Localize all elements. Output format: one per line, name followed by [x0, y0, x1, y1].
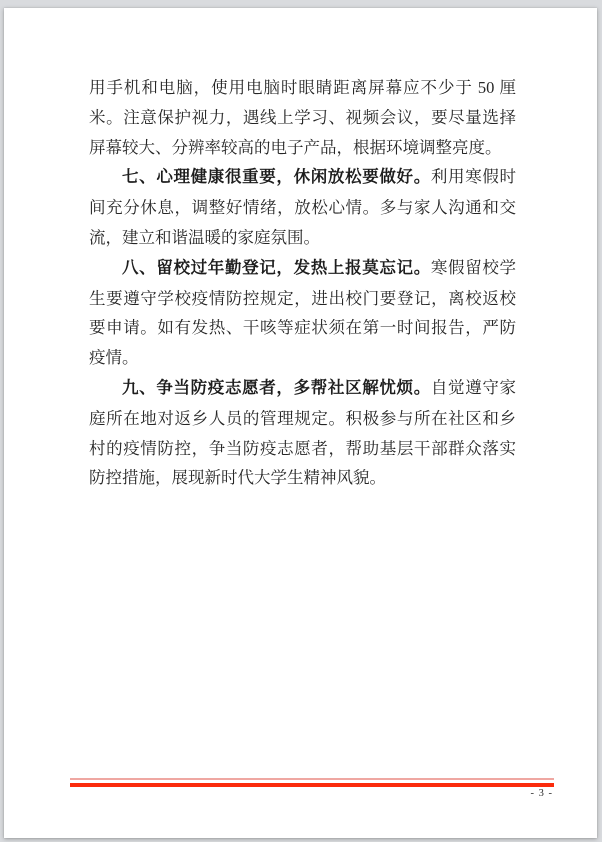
paragraph-continuation [89, 73, 516, 162]
paragraph-item-9 [89, 373, 516, 493]
page-number: - 3 - [530, 788, 553, 799]
paragraph-text: 自觉遵守家庭所在地对返乡人员的管理规定。积极参与所在社区和乡村的疫情防控，争当防疫志愿者，帮助基层干部群众落实防控措施，展现新时代大学生精神风貌。 [89, 377, 517, 488]
paragraph-lead-bold: 七、心理健康很重要，休闲放松要做好。 [122, 168, 431, 187]
footer-rule-thick [70, 783, 554, 787]
footer-rule-thin [70, 778, 554, 780]
paragraph-text: 利用寒假时间充分休息，调整好情绪，放松心情。多与家人沟通和交流，建立和谐温暖的家庭氛围。 [89, 167, 517, 247]
paragraph-lead-bold: 九、争当防疫志愿者，多帮社区解忧烦。 [122, 378, 431, 397]
paragraph-text: 用手机和电脑，使用电脑时眼睛距离屏幕应不少于 50 厘米。注意保护视力，遇线上学习、视频会议，要尽量选择屏幕较大、分辨率较高的电子产品，根据环境调整亮度。 [89, 78, 516, 157]
paragraph-text: 寒假留校学生要遵守学校疫情防控规定，进出校门要登记，离校返校要申请。如有发热、干咳等症状须在第一时间报告，严防疫情。 [89, 257, 517, 368]
paragraph-item-7 [89, 162, 516, 252]
paragraph-lead-bold: 八、留校过年勤登记，发热上报莫忘记。 [122, 258, 431, 277]
paragraph-item-8 [89, 253, 516, 373]
document-body-text [89, 73, 516, 493]
page-sheet [4, 8, 597, 838]
